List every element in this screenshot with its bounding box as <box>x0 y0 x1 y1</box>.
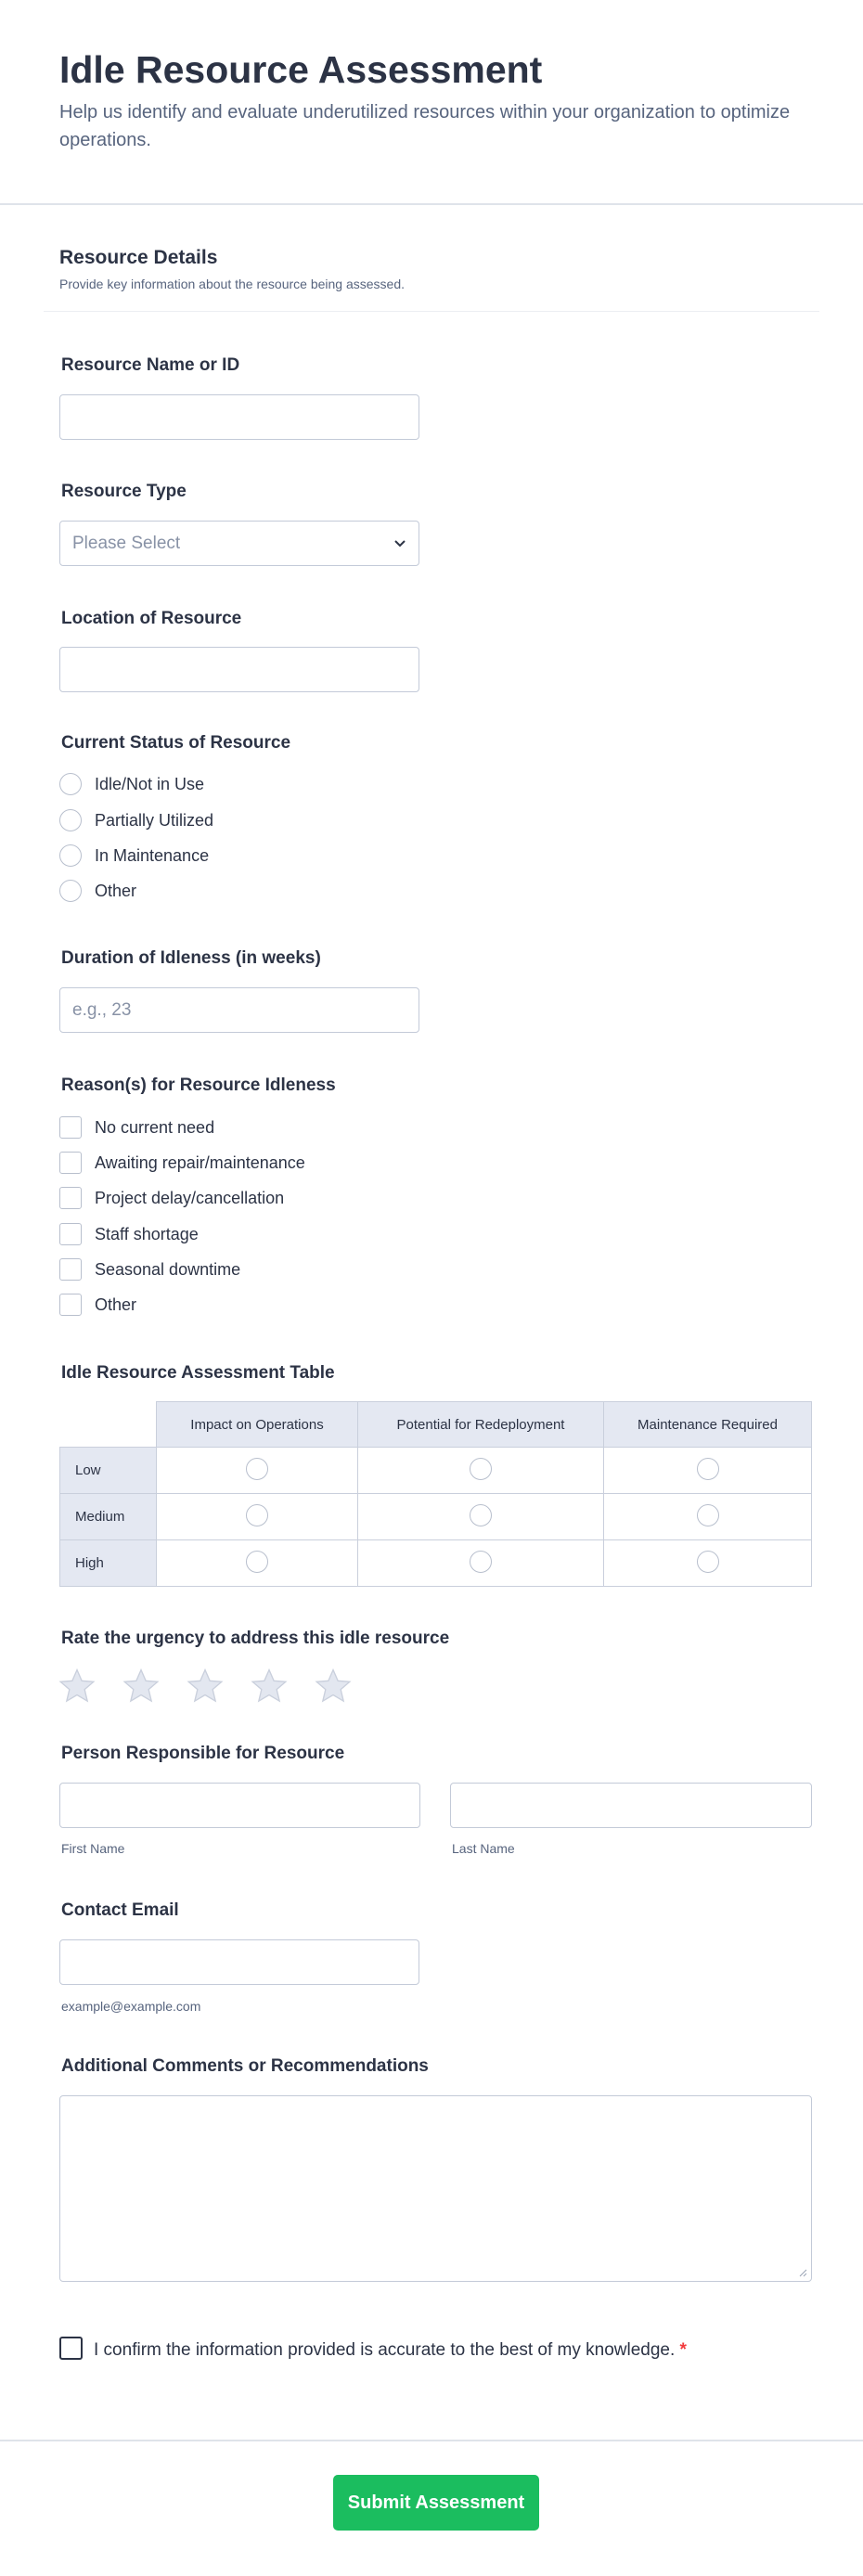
resource-type-label: Resource Type <box>61 482 187 501</box>
section-subtitle: Provide key information about the resource being assessed. <box>59 277 405 291</box>
header-divider <box>0 203 863 205</box>
matrix-row-label: Low <box>60 1448 157 1494</box>
radio-button[interactable] <box>59 844 82 867</box>
comments-label: Additional Comments or Recommendations <box>61 2056 429 2076</box>
duration-placeholder: e.g., 23 <box>72 999 132 1020</box>
first-name-input[interactable] <box>59 1783 420 1828</box>
matrix-radio[interactable] <box>246 1504 268 1526</box>
option-label: Idle/Not in Use <box>95 774 205 793</box>
chevron-down-icon <box>393 539 406 548</box>
location-input[interactable] <box>59 647 419 692</box>
first-name-sublabel: First Name <box>61 1841 125 1856</box>
matrix-row-label: Medium <box>60 1494 157 1540</box>
matrix-column-header: Maintenance Required <box>604 1402 812 1448</box>
last-name-input[interactable] <box>450 1783 812 1828</box>
section-title: Resource Details <box>59 247 218 268</box>
resource-name-input[interactable] <box>59 394 419 440</box>
email-sublabel: example@example.com <box>61 1999 201 2014</box>
matrix-radio[interactable] <box>470 1458 492 1480</box>
matrix-radio[interactable] <box>697 1504 719 1526</box>
star-icon[interactable] <box>58 1668 96 1709</box>
status-option[interactable] <box>59 880 136 902</box>
reason-option[interactable] <box>59 1294 136 1316</box>
page-subtitle: Help us identify and evaluate underutilized resources within your organization to optimize operations. <box>59 102 791 150</box>
radio-button[interactable] <box>59 809 82 831</box>
matrix-column-header: Impact on Operations <box>157 1402 358 1448</box>
status-option[interactable] <box>59 773 204 795</box>
resource-type-select[interactable] <box>59 521 419 566</box>
duration-label: Duration of Idleness (in weeks) <box>61 948 321 968</box>
confirm-checkbox[interactable] <box>59 2337 83 2360</box>
rating-label: Rate the urgency to address this idle resource <box>61 1629 450 1648</box>
option-label: Awaiting repair/maintenance <box>95 1153 305 1172</box>
star-icon[interactable] <box>315 1668 352 1709</box>
option-label: No current need <box>95 1117 215 1137</box>
matrix-row-label: High <box>60 1540 157 1587</box>
last-name-sublabel: Last Name <box>452 1841 515 1856</box>
option-label: Other <box>95 1294 137 1314</box>
section-divider <box>44 311 819 312</box>
matrix-label: Idle Resource Assessment Table <box>61 1363 335 1383</box>
radio-button[interactable] <box>59 773 82 795</box>
star-icon[interactable] <box>122 1668 160 1709</box>
star-icon[interactable] <box>187 1668 224 1709</box>
comments-textarea[interactable] <box>59 2095 812 2282</box>
resource-type-placeholder: Please Select <box>72 533 181 553</box>
option-label: In Maintenance <box>95 845 210 865</box>
checkbox[interactable] <box>59 1223 82 1245</box>
option-label: Other <box>95 881 137 900</box>
matrix-radio[interactable] <box>697 1458 719 1480</box>
option-label: Partially Utilized <box>95 810 214 830</box>
reasons-label: Reason(s) for Resource Idleness <box>61 1075 336 1095</box>
footer-divider <box>0 2440 863 2441</box>
submit-button[interactable]: Submit Assessment <box>333 2475 539 2531</box>
matrix-row <box>60 1494 812 1540</box>
matrix-radio[interactable] <box>697 1551 719 1573</box>
matrix-row <box>60 1448 812 1494</box>
reason-option[interactable] <box>59 1223 199 1245</box>
page-title: Idle Resource Assessment <box>59 48 543 91</box>
matrix-radio[interactable] <box>470 1551 492 1573</box>
checkbox[interactable] <box>59 1116 82 1139</box>
assessment-matrix <box>59 1401 812 1587</box>
radio-button[interactable] <box>59 880 82 902</box>
reason-option[interactable] <box>59 1152 305 1174</box>
star-rating[interactable] <box>58 1668 352 1709</box>
status-option[interactable] <box>59 809 213 831</box>
checkbox[interactable] <box>59 1187 82 1209</box>
resource-name-label: Resource Name or ID <box>61 355 240 375</box>
reason-option[interactable] <box>59 1258 240 1281</box>
location-label: Location of Resource <box>61 609 242 628</box>
matrix-radio[interactable] <box>246 1551 268 1573</box>
duration-input[interactable] <box>59 987 419 1033</box>
matrix-radio[interactable] <box>246 1458 268 1480</box>
status-label: Current Status of Resource <box>61 733 291 753</box>
confirm-label: I confirm the information provided is accurate to the best of my knowledge. <box>94 2340 676 2360</box>
email-input[interactable] <box>59 1939 419 1985</box>
email-label: Contact Email <box>61 1900 179 1920</box>
matrix-radio[interactable] <box>470 1504 492 1526</box>
option-label: Seasonal downtime <box>95 1259 241 1279</box>
checkbox[interactable] <box>59 1258 82 1281</box>
status-option[interactable] <box>59 844 209 867</box>
matrix-header-row <box>60 1402 812 1448</box>
resize-handle-icon[interactable] <box>798 2268 807 2277</box>
star-icon[interactable] <box>251 1668 288 1709</box>
matrix-column-header: Potential for Redeployment <box>358 1402 604 1448</box>
required-asterisk: * <box>679 2340 687 2360</box>
checkbox[interactable] <box>59 1294 82 1316</box>
matrix-corner <box>60 1402 157 1448</box>
reason-option[interactable] <box>59 1187 284 1209</box>
option-label: Staff shortage <box>95 1224 199 1243</box>
person-label: Person Responsible for Resource <box>61 1744 345 1763</box>
matrix-row <box>60 1540 812 1587</box>
option-label: Project delay/cancellation <box>95 1188 285 1207</box>
reason-option[interactable] <box>59 1116 214 1139</box>
checkbox[interactable] <box>59 1152 82 1174</box>
confirm-field[interactable] <box>59 2337 690 2363</box>
